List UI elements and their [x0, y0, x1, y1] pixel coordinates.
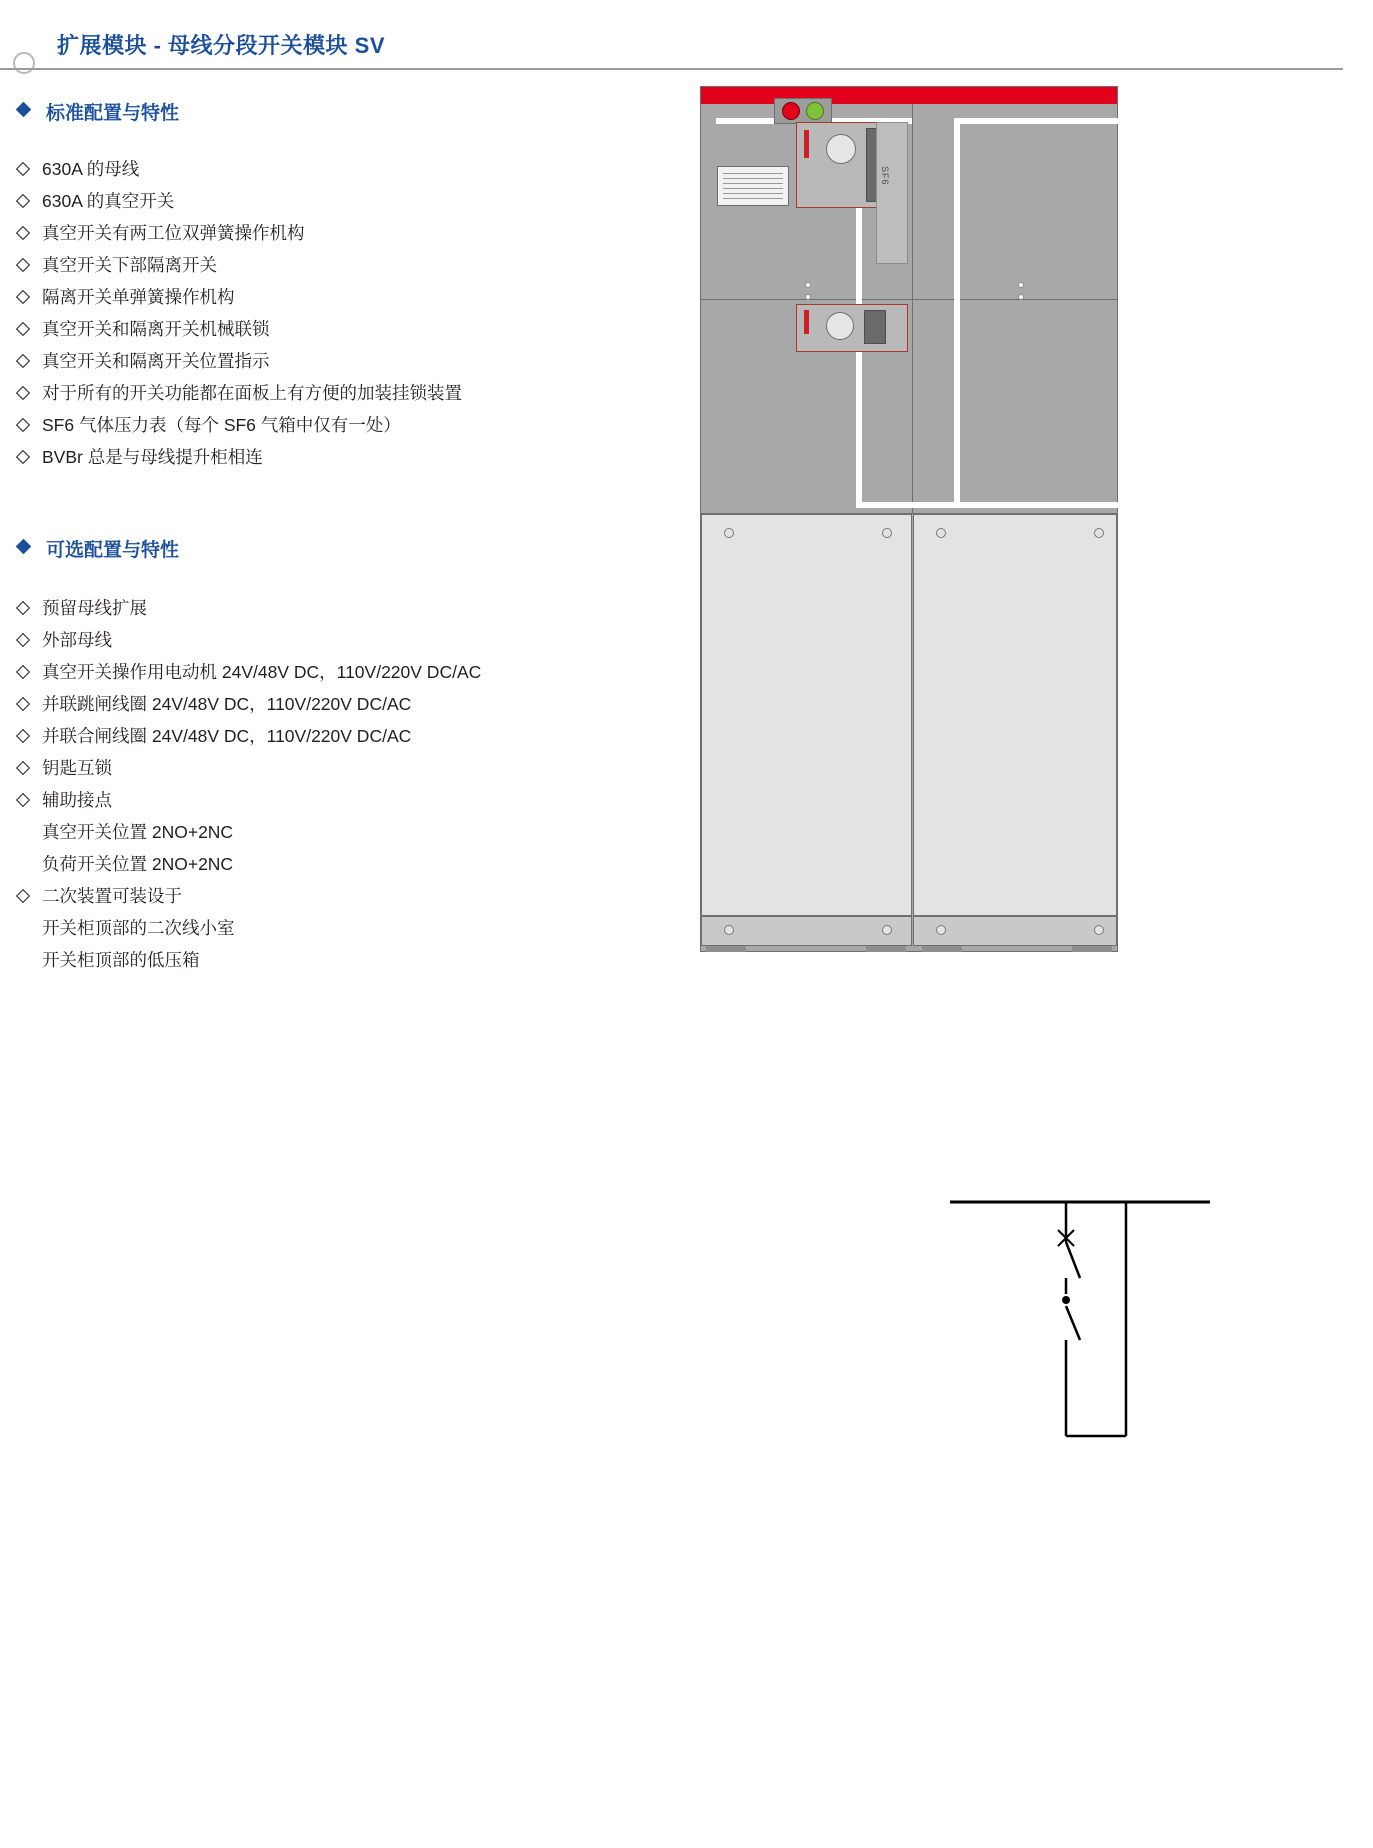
- switchgear-illustration: [700, 86, 1120, 956]
- panel-dot: [1018, 282, 1024, 288]
- section-optional: [0, 535, 700, 976]
- list-item-sub: 负荷开关位置 2NO+2NC: [42, 854, 234, 874]
- operating-lever-lower-icon: [804, 310, 809, 334]
- list-item: 630A 的真空开关: [0, 185, 700, 217]
- operating-knob-upper: [826, 134, 856, 164]
- lower-door-left: [701, 514, 912, 916]
- plinth-screw: [1094, 925, 1104, 935]
- hollow-diamond-icon: [16, 162, 30, 176]
- list-item: 预留母线扩展: [0, 592, 700, 624]
- diamond-bullet-icon: [16, 102, 32, 118]
- top-red-band: [701, 87, 1117, 104]
- hollow-diamond-icon: [16, 386, 30, 400]
- section-optional-heading: 可选配置与特性: [0, 535, 700, 562]
- hollow-diamond-icon: [16, 194, 30, 208]
- hollow-diamond-icon: [16, 322, 30, 336]
- door-screw: [1094, 528, 1104, 538]
- list-item: 外部母线: [0, 624, 700, 656]
- list-item-sub: 开关柜顶部的二次线小室: [42, 918, 235, 938]
- optional-feature-list: [0, 592, 700, 976]
- operating-knob-lower: [826, 312, 854, 340]
- side-mimic-strip: [876, 122, 908, 264]
- hollow-diamond-icon: [16, 226, 30, 240]
- plinth-screw: [882, 925, 892, 935]
- list-item: 真空开关下部隔离开关: [0, 249, 700, 281]
- busbar-segment-bottom: [856, 502, 1118, 508]
- nameplate-label: [717, 166, 789, 206]
- ring-decoration-icon: [13, 52, 35, 74]
- list-item: 辅助接点: [0, 784, 700, 816]
- busbar-segment-vertical-right: [954, 118, 960, 508]
- list-item: 630A 的母线: [0, 153, 700, 185]
- operating-lever-upper-icon: [804, 130, 809, 158]
- content-column: [0, 90, 700, 976]
- sld-contact-dot: [1062, 1296, 1070, 1304]
- list-item: 钥匙互锁: [0, 752, 700, 784]
- sld-svg: [940, 1190, 1240, 1460]
- door-screw: [724, 528, 734, 538]
- panel-middle-right: [913, 300, 1117, 514]
- list-item-sub: 开关柜顶部的低压箱: [42, 950, 200, 970]
- header-divider: [0, 68, 1343, 70]
- cabinet-foot: [1072, 946, 1112, 952]
- plinth-screw: [724, 925, 734, 935]
- mechanism-block-lower: [864, 310, 886, 344]
- hollow-diamond-icon: [16, 633, 30, 647]
- hollow-diamond-icon: [16, 354, 30, 368]
- cabinet-foot: [922, 946, 962, 952]
- hollow-diamond-icon: [16, 601, 30, 615]
- hollow-diamond-icon: [16, 729, 30, 743]
- lamp-red-icon: [782, 102, 800, 120]
- sld-breaker-blade: [1066, 1306, 1080, 1340]
- cabinet-foot: [706, 946, 746, 952]
- panel-dot: [805, 294, 811, 300]
- list-item: 并联跳闸线圈 24V/48V DC，110V/220V DC/AC: [0, 688, 700, 720]
- door-screw: [936, 528, 946, 538]
- list-item: 并联合闸线圈 24V/48V DC，110V/220V DC/AC: [0, 720, 700, 752]
- side-strip-text: SF6: [880, 166, 890, 186]
- page-title: 扩展模块 - 母线分段开关模块 SV: [57, 33, 386, 58]
- section-standard-heading: 标准配置与特性: [0, 98, 700, 125]
- single-line-diagram: [940, 1190, 1240, 1460]
- cabinet-foot: [866, 946, 906, 952]
- hollow-diamond-icon: [16, 450, 30, 464]
- panel-upper-right: [913, 104, 1117, 300]
- lamp-green-icon: [806, 102, 824, 120]
- hollow-diamond-icon: [16, 889, 30, 903]
- plinth-screw: [936, 925, 946, 935]
- hollow-diamond-icon: [16, 418, 30, 432]
- door-screw: [882, 528, 892, 538]
- lower-door-right: [913, 514, 1117, 916]
- list-item: 真空开关有两工位双弹簧操作机构: [0, 217, 700, 249]
- list-item: 二次装置可装设于: [0, 880, 700, 912]
- list-item: 对于所有的开关功能都在面板上有方便的加装挂锁装置: [0, 377, 700, 409]
- page-header: [0, 0, 1373, 72]
- section-standard: [0, 98, 700, 473]
- sld-disconnector-blade: [1066, 1242, 1080, 1278]
- panel-dot: [1018, 294, 1024, 300]
- hollow-diamond-icon: [16, 665, 30, 679]
- standard-feature-list: [0, 153, 700, 473]
- diamond-bullet-icon: [16, 539, 32, 555]
- list-item: 隔离开关单弹簧操作机构: [0, 281, 700, 313]
- list-item: 真空开关操作用电动机 24V/48V DC，110V/220V DC/AC: [0, 656, 700, 688]
- hollow-diamond-icon: [16, 761, 30, 775]
- panel-dot: [805, 282, 811, 288]
- hollow-diamond-icon: [16, 697, 30, 711]
- hollow-diamond-icon: [16, 793, 30, 807]
- hollow-diamond-icon: [16, 258, 30, 272]
- cabinet-vertical-split: [912, 104, 913, 514]
- hollow-diamond-icon: [16, 290, 30, 304]
- list-item-sub: 真空开关位置 2NO+2NC: [42, 822, 234, 842]
- list-item: BVBr 总是与母线提升柜相连: [0, 441, 700, 473]
- list-item: 真空开关和隔离开关位置指示: [0, 345, 700, 377]
- list-item: 真空开关和隔离开关机械联锁: [0, 313, 700, 345]
- list-item: SF6 气体压力表（每个 SF6 气箱中仅有一处）: [0, 409, 700, 441]
- busbar-segment-top-right: [954, 118, 1118, 124]
